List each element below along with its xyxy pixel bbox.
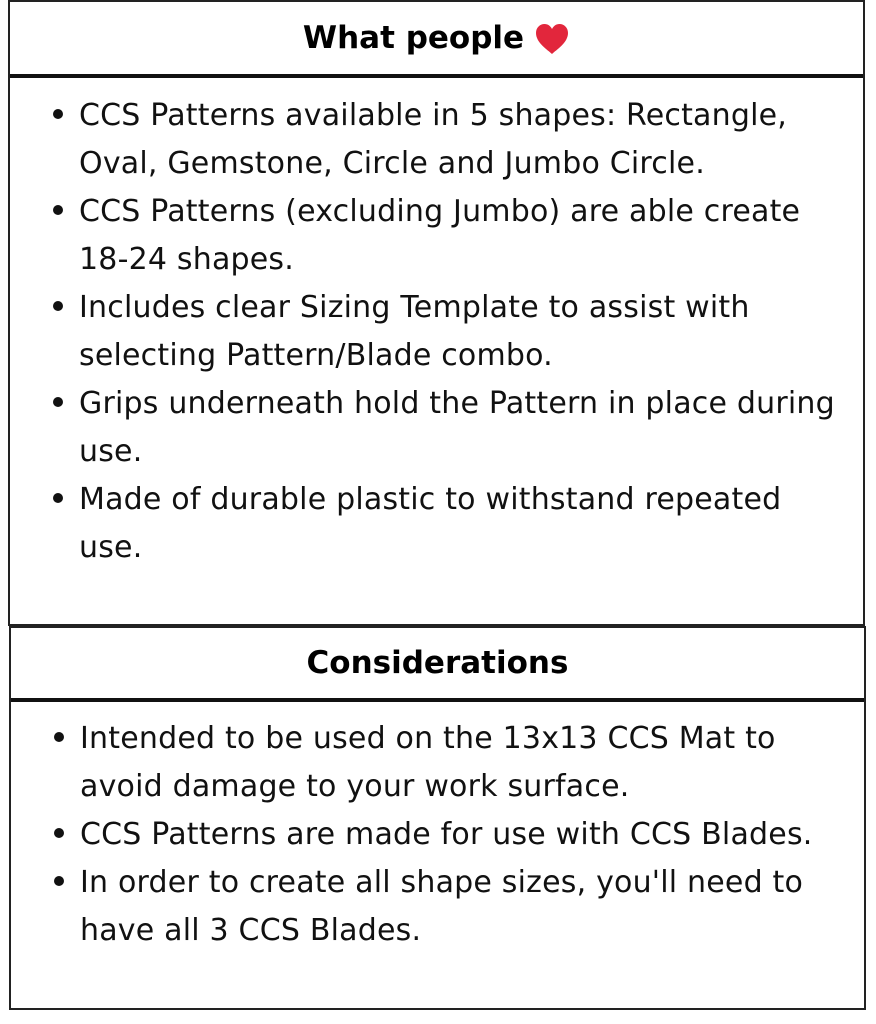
considerations-list <box>11 715 864 955</box>
panel-header <box>10 2 863 78</box>
list-item <box>11 811 864 859</box>
list-item-text: Includes clear Sizing Template to assist with selecting Pattern/Blade combo. <box>79 290 750 373</box>
what-people-love-panel <box>8 0 865 626</box>
list-item <box>10 476 863 572</box>
list-item <box>10 188 863 284</box>
panel-title: What people <box>302 20 525 56</box>
bullet-icon <box>54 732 64 742</box>
bullet-icon <box>53 205 63 215</box>
list-item-text: Grips underneath hold the Pattern in place during use. <box>79 386 835 469</box>
bullet-icon <box>53 397 63 407</box>
list-item <box>10 284 863 380</box>
list-item-text: CCS Patterns available in 5 shapes: Rectangle, Oval, Gemstone, Circle and Jumbo Circle. <box>79 98 788 181</box>
list-item-text: Intended to be used on the 13x13 CCS Mat to avoid damage to your work surface. <box>80 721 776 804</box>
list-item <box>10 92 863 188</box>
list-item-text: In order to create all shape sizes, you'll need to have all 3 CCS Blades. <box>80 865 804 948</box>
heart-icon <box>534 23 570 55</box>
list-item <box>11 859 864 955</box>
bullet-icon <box>53 301 63 311</box>
list-item <box>10 380 863 476</box>
bullet-icon <box>53 109 63 119</box>
list-item-text: CCS Patterns (excluding Jumbo) are able create 18-24 shapes. <box>79 194 801 277</box>
bullet-icon <box>54 876 64 886</box>
list-item-text: CCS Patterns are made for use with CCS Blades. <box>80 817 813 852</box>
feature-list <box>10 92 863 572</box>
list-item-text: Made of durable plastic to withstand repeated use. <box>79 482 782 565</box>
bullet-icon <box>54 828 64 838</box>
panel-title: Considerations <box>306 645 569 681</box>
list-item <box>11 715 864 811</box>
considerations-panel <box>9 626 866 1010</box>
panel-header <box>11 628 864 702</box>
bullet-icon <box>53 493 63 503</box>
